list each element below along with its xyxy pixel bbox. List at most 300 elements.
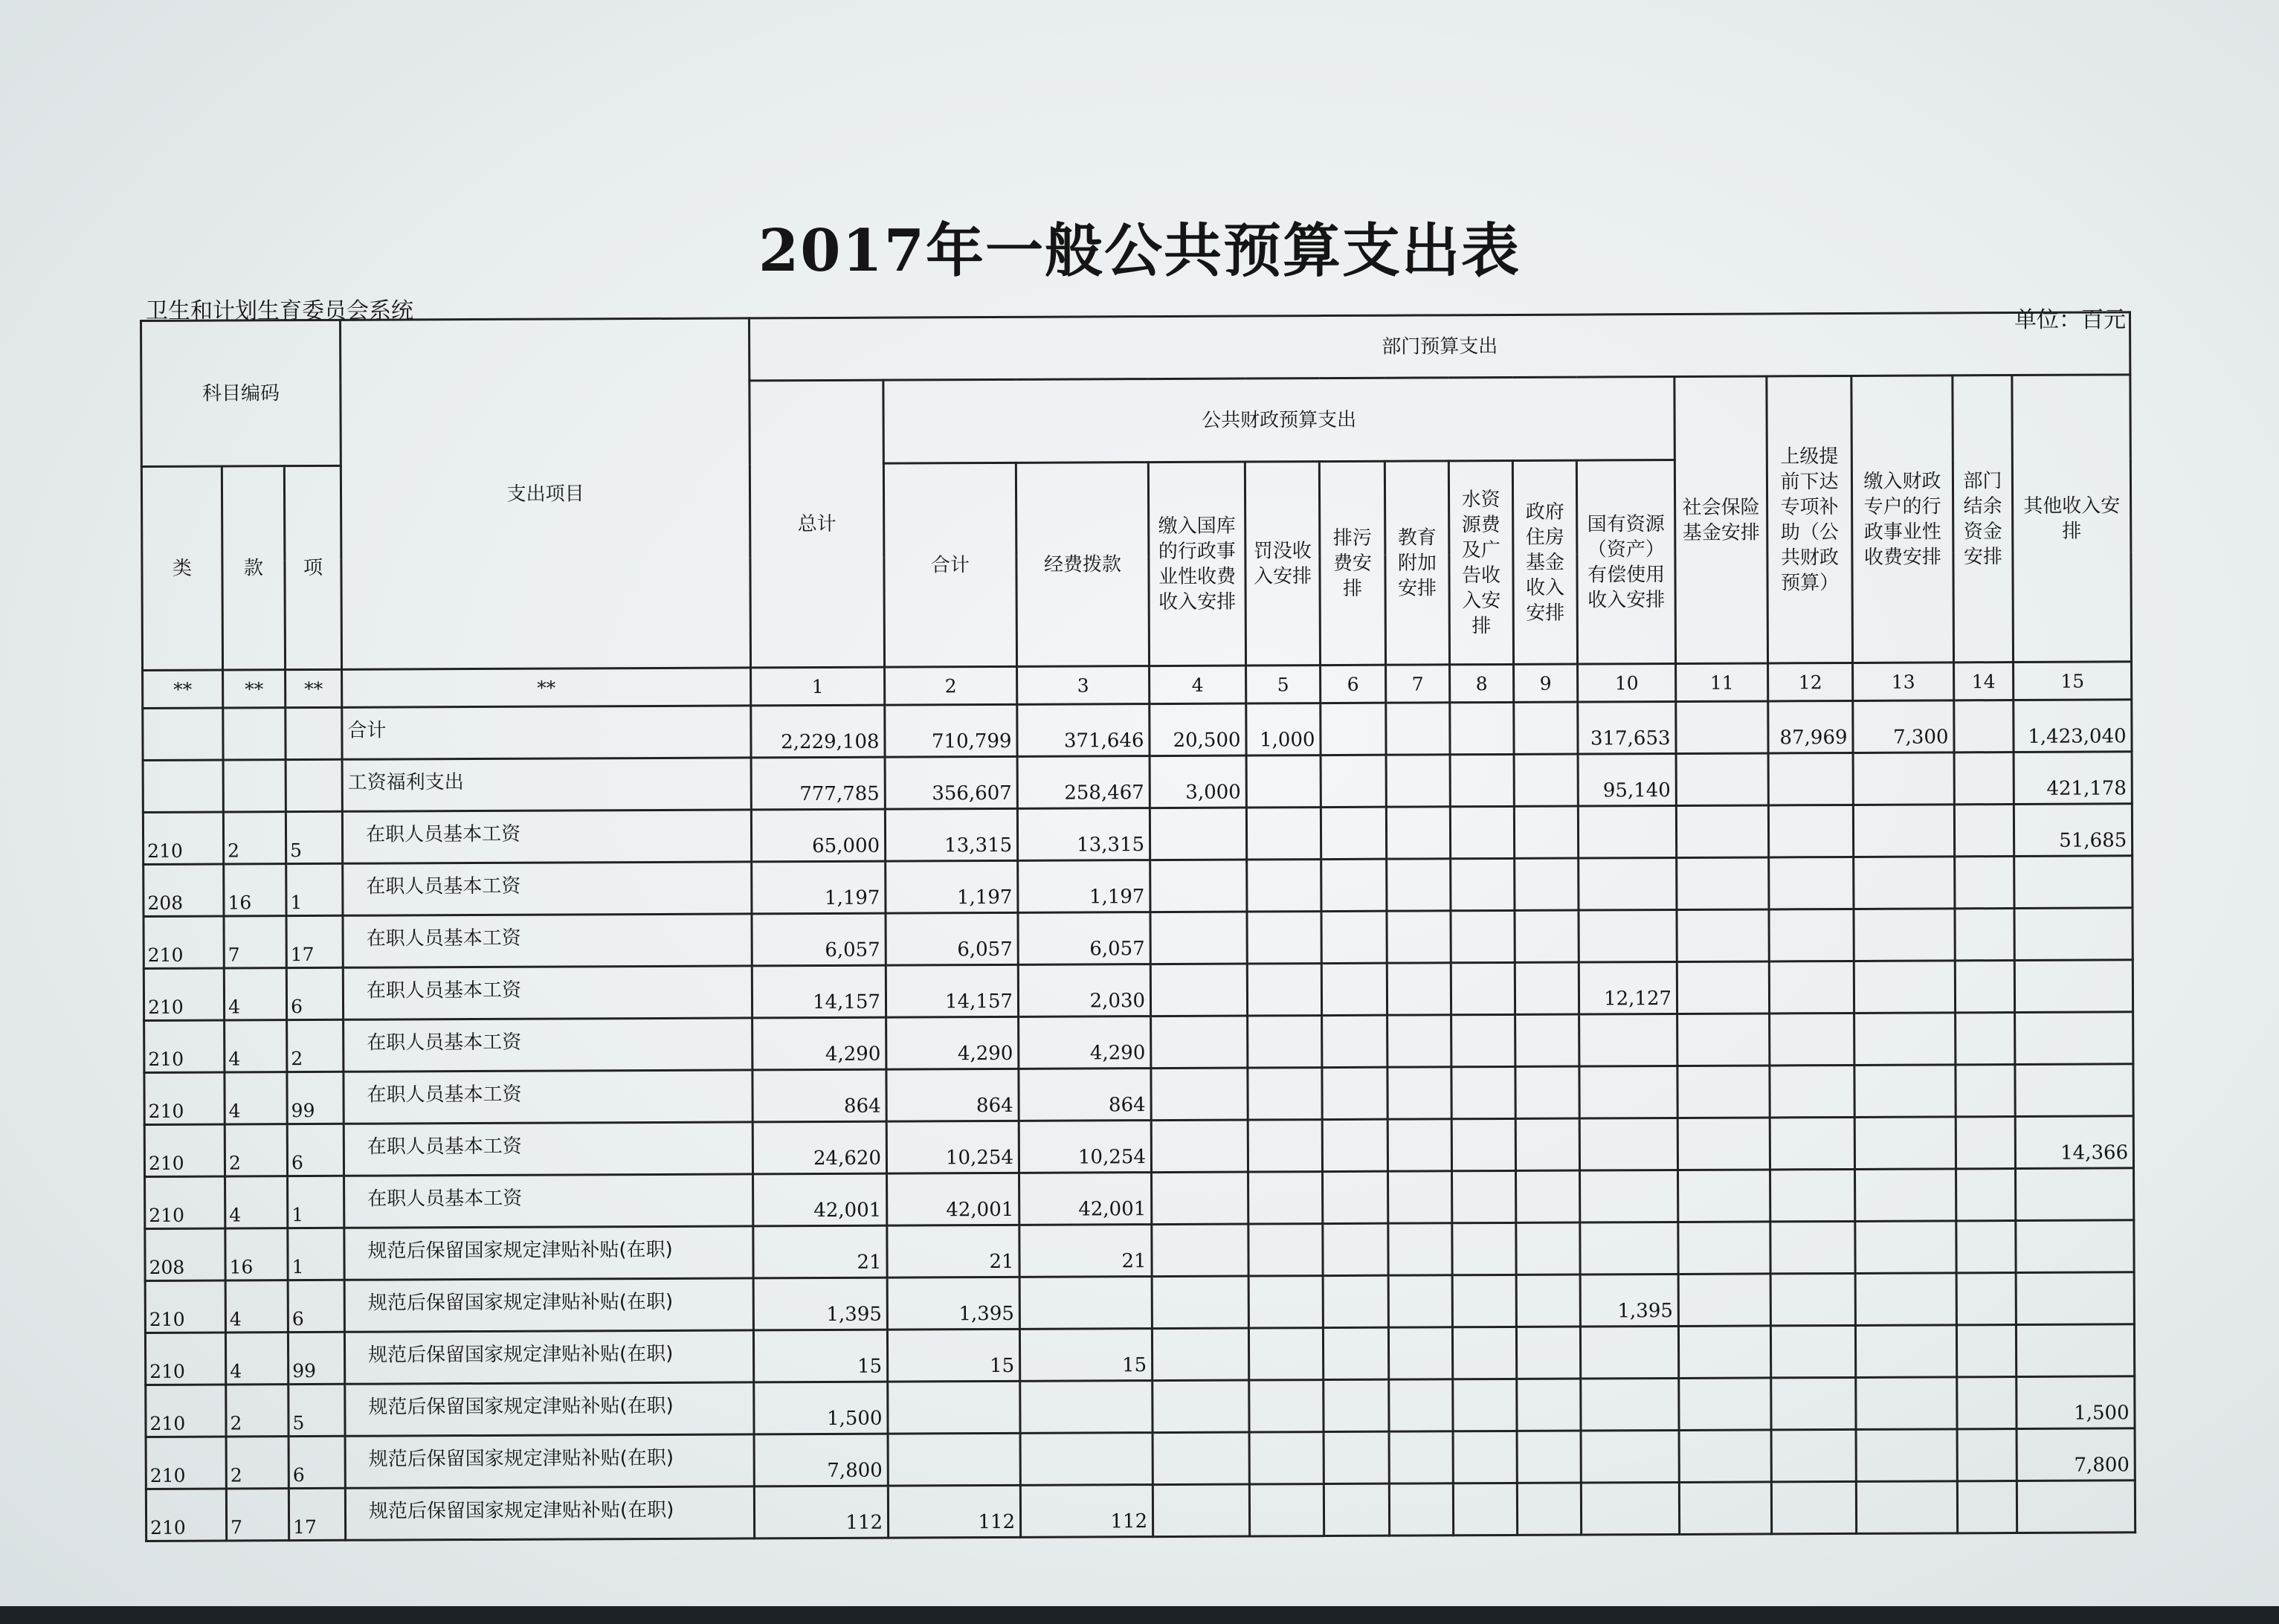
- amount-cell: [1676, 701, 1768, 754]
- amount-cell: [1770, 1273, 1855, 1325]
- amount-cell: [1855, 1325, 1956, 1378]
- amount-cell: [1517, 1379, 1581, 1431]
- amount-cell: 864: [752, 1069, 886, 1122]
- column-index-cell: 13: [1853, 663, 1954, 701]
- amount-cell: [1323, 1275, 1388, 1327]
- code-lei-cell: 210: [144, 916, 224, 968]
- expense-item-cell: 在职人员基本工资: [344, 1018, 752, 1072]
- amount-cell: [1771, 1429, 1856, 1481]
- amount-cell: [1771, 1481, 1856, 1533]
- amount-cell: 13,315: [1017, 808, 1150, 861]
- amount-cell: [1323, 1223, 1388, 1275]
- amount-cell: [1770, 1221, 1855, 1273]
- expense-item-cell: 在职人员基本工资: [343, 914, 752, 967]
- amount-cell: [1450, 754, 1514, 806]
- amount-cell: 15: [1019, 1329, 1152, 1382]
- column-index-cell: 4: [1150, 666, 1246, 704]
- expense-item-cell: 规范后保留国家规定津贴补贴(在职): [344, 1278, 753, 1332]
- amount-cell: [1677, 857, 1769, 910]
- amount-cell: 1,197: [752, 861, 886, 914]
- header-c6: 排污费安排: [1319, 461, 1385, 665]
- amount-cell: 10,254: [1019, 1121, 1151, 1173]
- amount-cell: [1515, 962, 1579, 1014]
- code-xiang-cell: 6: [286, 967, 343, 1019]
- amount-cell: [1388, 1327, 1452, 1379]
- amount-cell: [1452, 1170, 1516, 1222]
- amount-cell: 1,500: [2017, 1376, 2135, 1429]
- code-kuan-cell: 4: [224, 968, 286, 1020]
- header-c15: 其他收入安排: [2012, 375, 2132, 663]
- amount-cell: 317,653: [1578, 701, 1676, 754]
- amount-cell: [1856, 1429, 1957, 1482]
- amount-cell: [888, 1433, 1020, 1486]
- amount-cell: [1452, 1275, 1516, 1327]
- expense-item-cell: 工资福利支出: [342, 758, 751, 811]
- column-index-cell: **: [143, 670, 223, 708]
- code-xiang-cell: 1: [288, 1228, 344, 1280]
- amount-cell: [1453, 1379, 1517, 1431]
- column-index-cell: 14: [1954, 663, 2014, 700]
- amount-cell: [1322, 1119, 1387, 1171]
- expense-item-cell: 规范后保留国家规定津贴补贴(在职): [344, 1330, 753, 1384]
- amount-cell: 777,785: [751, 757, 885, 810]
- amount-cell: [1451, 962, 1515, 1014]
- amount-cell: [1387, 1119, 1451, 1171]
- amount-cell: [1150, 808, 1246, 860]
- amount-cell: [1247, 964, 1321, 1016]
- amount-cell: [1451, 1066, 1515, 1118]
- amount-cell: 1,423,040: [2014, 700, 2132, 753]
- header-c7: 教育附加安排: [1385, 461, 1449, 665]
- amount-cell: [1249, 1484, 1324, 1536]
- code-xiang-cell: 5: [286, 811, 342, 863]
- amount-cell: [1248, 1172, 1323, 1224]
- code-lei-cell: 210: [146, 1489, 226, 1541]
- amount-cell: [2014, 960, 2133, 1013]
- amount-cell: [1579, 1014, 1677, 1066]
- table-row: [144, 908, 2133, 969]
- amount-cell: [1151, 1068, 1248, 1121]
- table-row: [146, 1480, 2135, 1541]
- amount-cell: [1676, 805, 1768, 858]
- amount-cell: [1677, 1014, 1770, 1066]
- column-index-cell: 11: [1676, 663, 1768, 702]
- table-row: [144, 1064, 2133, 1125]
- code-kuan-cell: 16: [224, 864, 286, 916]
- amount-cell: [1955, 961, 2014, 1013]
- amount-cell: [1153, 1432, 1249, 1485]
- amount-cell: [1450, 806, 1514, 858]
- amount-cell: [1248, 1120, 1322, 1172]
- amount-cell: [1956, 1221, 2016, 1273]
- amount-cell: [1514, 702, 1578, 754]
- amount-cell: [1770, 1325, 1855, 1377]
- amount-cell: [1248, 1276, 1323, 1328]
- code-kuan-cell: 2: [223, 812, 286, 864]
- amount-cell: 51,685: [2014, 804, 2132, 857]
- amount-cell: 4,290: [752, 1017, 886, 1070]
- amount-cell: [1389, 1379, 1453, 1431]
- amount-cell: [2015, 1064, 2133, 1117]
- amount-cell: [1855, 1221, 1956, 1274]
- amount-cell: 15: [887, 1329, 1019, 1382]
- amount-cell: [1954, 700, 2014, 753]
- header-public-finance: 公共财政预算支出: [883, 376, 1674, 463]
- header-subject-code: 科目编码: [141, 320, 341, 466]
- code-xiang-cell: 17: [286, 915, 343, 967]
- page-title: 2017年一般公共预算支出表: [758, 217, 1521, 285]
- amount-cell: 15: [753, 1330, 887, 1382]
- amount-cell: [1451, 858, 1515, 910]
- amount-cell: [1453, 1431, 1517, 1483]
- amount-cell: [1388, 1275, 1452, 1327]
- amount-cell: 65,000: [751, 809, 885, 862]
- amount-cell: 1,395: [887, 1277, 1019, 1330]
- amount-cell: [1248, 1016, 1322, 1068]
- amount-cell: 356,607: [885, 756, 1017, 809]
- header-funding: 经费拨款: [1016, 463, 1149, 667]
- amount-cell: [1322, 1015, 1387, 1067]
- amount-cell: [2016, 1272, 2134, 1325]
- amount-cell: [1150, 912, 1247, 964]
- amount-cell: [1324, 1379, 1389, 1431]
- amount-cell: [1247, 912, 1321, 964]
- amount-cell: [1386, 703, 1450, 755]
- amount-cell: [1770, 1117, 1854, 1169]
- header-dept-budget: 部门预算支出: [750, 312, 2130, 381]
- amount-cell: [1150, 860, 1247, 912]
- code-kuan-cell: [223, 760, 286, 812]
- amount-cell: 24,620: [752, 1121, 886, 1174]
- amount-cell: [1450, 702, 1514, 754]
- amount-cell: [1853, 753, 1954, 805]
- amount-cell: 421,178: [2014, 752, 2132, 805]
- amount-cell: [1580, 1222, 1678, 1275]
- code-xiang-cell: 1: [286, 863, 343, 915]
- amount-cell: [1515, 858, 1579, 910]
- table-row: [146, 1428, 2135, 1489]
- code-lei-cell: [143, 708, 223, 760]
- amount-cell: [1249, 1380, 1324, 1432]
- amount-cell: [1516, 1222, 1580, 1275]
- amount-cell: 21: [1019, 1225, 1152, 1277]
- amount-cell: [1956, 1169, 2016, 1221]
- amount-cell: [1678, 1326, 1770, 1379]
- amount-cell: [1516, 1170, 1580, 1222]
- amount-cell: 95,140: [1578, 753, 1676, 806]
- amount-cell: 13,315: [885, 808, 1017, 861]
- amount-cell: 112: [754, 1486, 888, 1538]
- amount-cell: [1246, 755, 1321, 808]
- amount-cell: 710,799: [885, 704, 1017, 757]
- amount-cell: [1515, 910, 1579, 962]
- table-row: [146, 1376, 2135, 1437]
- amount-cell: 4,290: [1019, 1016, 1151, 1069]
- amount-cell: [1152, 1172, 1248, 1225]
- amount-cell: [1579, 1066, 1677, 1118]
- amount-cell: 1,197: [1018, 860, 1150, 913]
- amount-cell: [2014, 856, 2133, 909]
- amount-cell: [1387, 963, 1451, 1015]
- table-row: [144, 856, 2133, 917]
- column-index-cell: 9: [1514, 664, 1578, 702]
- column-index-cell: 12: [1768, 663, 1853, 700]
- code-lei-cell: 210: [143, 812, 223, 864]
- table-row: [144, 960, 2133, 1021]
- amount-cell: [1248, 1068, 1322, 1120]
- unit-label: 单位：百元: [2014, 307, 2126, 333]
- expense-item-cell: 合计: [342, 706, 751, 759]
- table-row: [144, 1116, 2133, 1177]
- amount-cell: [1246, 808, 1321, 860]
- table-row: [144, 1012, 2133, 1073]
- amount-cell: [1768, 753, 1853, 805]
- amount-cell: [1679, 1430, 1771, 1483]
- amount-cell: [1152, 1276, 1248, 1329]
- code-xiang-cell: 6: [288, 1280, 344, 1332]
- amount-cell: [1514, 754, 1578, 806]
- amount-cell: [1150, 964, 1247, 1016]
- code-kuan-cell: 4: [225, 1072, 287, 1124]
- amount-cell: [1386, 755, 1450, 807]
- table-row: [143, 804, 2132, 865]
- amount-cell: 7,800: [754, 1434, 888, 1486]
- amount-cell: [1856, 1481, 1957, 1534]
- amount-cell: [1854, 909, 1955, 961]
- amount-cell: [1679, 1482, 1771, 1535]
- code-lei-cell: 210: [144, 968, 224, 1020]
- amount-cell: [1451, 1014, 1515, 1066]
- amount-cell: [2017, 1480, 2135, 1533]
- code-xiang-cell: 5: [288, 1384, 345, 1436]
- code-xiang-cell: 1: [288, 1176, 344, 1228]
- amount-cell: [1517, 1483, 1581, 1535]
- amount-cell: [1957, 1481, 2017, 1533]
- amount-cell: [1451, 910, 1515, 962]
- amount-cell: 864: [886, 1069, 1019, 1121]
- code-kuan-cell: 4: [225, 1020, 287, 1072]
- amount-cell: [1453, 1483, 1517, 1535]
- header-kuan: 款: [222, 466, 285, 670]
- amount-cell: [1514, 806, 1578, 858]
- expense-item-cell: 规范后保留国家规定津贴补贴(在职): [345, 1382, 754, 1436]
- expense-item-cell: 规范后保留国家规定津贴补贴(在职): [345, 1486, 754, 1540]
- column-index-cell: 2: [885, 666, 1017, 705]
- amount-cell: 1,000: [1246, 703, 1321, 755]
- amount-cell: [1516, 1275, 1580, 1327]
- header-c4: 缴入国库的行政事业性收费收入安排: [1148, 462, 1245, 666]
- amount-cell: 1,500: [754, 1382, 888, 1434]
- amount-cell: 21: [753, 1225, 887, 1278]
- amount-cell: 258,467: [1017, 756, 1150, 809]
- code-lei-cell: 210: [144, 1020, 225, 1072]
- amount-cell: [1386, 807, 1450, 859]
- amount-cell: 112: [1020, 1485, 1153, 1538]
- column-index-cell: 8: [1450, 664, 1514, 702]
- amount-cell: [1956, 1117, 2015, 1169]
- code-kuan-cell: 4: [225, 1280, 288, 1333]
- column-index-cell: **: [286, 669, 342, 707]
- amount-cell: [1323, 1171, 1388, 1223]
- amount-cell: 7,300: [1853, 700, 1954, 753]
- code-xiang-cell: 6: [287, 1124, 344, 1176]
- amount-cell: 10,254: [886, 1121, 1019, 1173]
- amount-cell: 20,500: [1150, 703, 1246, 756]
- amount-cell: [1580, 1326, 1678, 1379]
- amount-cell: [1954, 753, 2014, 805]
- amount-cell: [1515, 1014, 1579, 1066]
- expense-item-cell: 在职人员基本工资: [344, 1174, 753, 1228]
- header-lei: 类: [141, 466, 222, 670]
- amount-cell: 3,000: [1150, 755, 1246, 808]
- amount-cell: [1247, 860, 1321, 912]
- amount-cell: 6,057: [752, 913, 886, 966]
- amount-cell: [1323, 1327, 1388, 1379]
- amount-cell: [1580, 1170, 1678, 1222]
- amount-cell: 1,197: [886, 860, 1018, 913]
- amount-cell: 14,157: [886, 964, 1018, 1017]
- amount-cell: [1679, 1378, 1771, 1431]
- amount-cell: [1855, 1169, 1956, 1222]
- column-index-cell: 15: [2014, 662, 2132, 700]
- amount-cell: [2016, 1168, 2134, 1221]
- amount-cell: 1,395: [1580, 1274, 1678, 1327]
- header-c11: 社会保险基金安排: [1674, 376, 1768, 664]
- code-lei-cell: 210: [146, 1385, 226, 1437]
- amount-cell: [1020, 1433, 1153, 1486]
- header-c10: 国有资源（资产）有偿使用收入安排: [1576, 460, 1675, 664]
- amount-cell: [1770, 1169, 1855, 1221]
- amount-cell: [1321, 807, 1386, 859]
- amount-cell: [1957, 1377, 2017, 1429]
- table-row: [145, 1324, 2134, 1385]
- amount-cell: [1388, 1171, 1452, 1223]
- amount-cell: [1581, 1482, 1679, 1535]
- amount-cell: [1855, 1273, 1956, 1326]
- amount-cell: [1324, 1431, 1389, 1483]
- amount-cell: [1954, 805, 2014, 857]
- amount-cell: [1152, 1224, 1248, 1277]
- amount-cell: [1768, 805, 1853, 857]
- amount-cell: [1956, 1065, 2015, 1117]
- amount-cell: [1248, 1328, 1323, 1380]
- code-kuan-cell: 4: [225, 1333, 288, 1385]
- amount-cell: [1956, 1325, 2016, 1377]
- amount-cell: 2,229,108: [751, 705, 885, 758]
- amount-cell: [1854, 1013, 1956, 1066]
- code-lei-cell: 210: [146, 1437, 226, 1489]
- code-xiang-cell: 99: [287, 1072, 344, 1124]
- amount-cell: [1517, 1431, 1581, 1483]
- amount-cell: [1515, 1066, 1579, 1118]
- amount-cell: [1956, 1273, 2016, 1325]
- amount-cell: [1957, 1429, 2017, 1481]
- code-xiang-cell: 17: [288, 1488, 345, 1540]
- code-lei-cell: 210: [144, 1124, 225, 1176]
- amount-cell: 1,395: [753, 1277, 887, 1330]
- amount-cell: [1854, 1117, 1956, 1170]
- amount-cell: [1152, 1328, 1248, 1381]
- amount-cell: 87,969: [1768, 700, 1853, 753]
- amount-cell: [1678, 1274, 1770, 1327]
- amount-cell: [1769, 857, 1854, 909]
- amount-cell: [1324, 1483, 1389, 1536]
- code-xiang-cell: [286, 707, 342, 759]
- amount-cell: [1676, 753, 1768, 806]
- header-c14: 部门结余资金安排: [1953, 376, 2014, 663]
- amount-cell: [1452, 1222, 1516, 1275]
- expense-item-cell: 规范后保留国家规定津贴补贴(在职): [345, 1434, 754, 1488]
- code-lei-cell: 208: [145, 1228, 225, 1280]
- amount-cell: 21: [887, 1225, 1019, 1277]
- amount-cell: 4,290: [886, 1016, 1019, 1069]
- amount-cell: [1578, 805, 1676, 858]
- amount-cell: [1389, 1431, 1453, 1483]
- amount-cell: [1579, 1118, 1677, 1170]
- amount-cell: [1249, 1432, 1324, 1484]
- amount-cell: [888, 1381, 1020, 1434]
- amount-cell: 42,001: [1019, 1173, 1152, 1225]
- code-lei-cell: 210: [145, 1176, 225, 1228]
- amount-cell: [1321, 859, 1387, 911]
- amount-cell: 14,366: [2015, 1116, 2133, 1169]
- amount-cell: [1771, 1377, 1856, 1429]
- table-row: [143, 752, 2132, 813]
- amount-cell: [1853, 805, 1954, 857]
- amount-cell: [1955, 909, 2014, 961]
- column-index-cell: 6: [1321, 665, 1386, 703]
- amount-cell: [1854, 1065, 1956, 1118]
- code-kuan-cell: 16: [225, 1228, 288, 1280]
- amount-cell: [1677, 961, 1769, 1014]
- column-index-cell: **: [342, 668, 751, 707]
- amount-cell: 371,646: [1017, 704, 1150, 757]
- amount-cell: [1678, 1222, 1770, 1275]
- amount-cell: [1248, 1224, 1323, 1276]
- expense-item-cell: 在职人员基本工资: [343, 862, 752, 915]
- expense-item-cell: 在职人员基本工资: [344, 1070, 752, 1124]
- column-index-cell: 1: [751, 667, 885, 706]
- code-lei-cell: 210: [145, 1280, 225, 1333]
- column-index-cell: 5: [1246, 666, 1321, 703]
- amount-cell: 42,001: [753, 1173, 887, 1226]
- amount-cell: [1770, 1065, 1854, 1117]
- code-kuan-cell: 7: [226, 1489, 288, 1541]
- column-index-cell: 7: [1386, 665, 1450, 703]
- amount-cell: [1387, 859, 1451, 911]
- amount-cell: [1321, 755, 1386, 807]
- amount-cell: [1956, 1013, 2015, 1065]
- amount-cell: 42,001: [887, 1173, 1019, 1225]
- amount-cell: [1955, 857, 2014, 909]
- code-kuan-cell: 7: [224, 916, 286, 968]
- amount-cell: 7,800: [2017, 1428, 2135, 1481]
- amount-cell: [1019, 1277, 1152, 1330]
- column-index-cell: 3: [1017, 666, 1150, 705]
- code-kuan-cell: 4: [225, 1176, 288, 1228]
- amount-cell: [1677, 1118, 1770, 1170]
- amount-cell: [1769, 909, 1854, 961]
- code-xiang-cell: 2: [287, 1019, 344, 1072]
- amount-cell: [1388, 1223, 1452, 1275]
- header-c13: 缴入财政专户的行政事业性收费安排: [1851, 376, 1954, 663]
- amount-cell: [1678, 1170, 1770, 1222]
- amount-cell: [2016, 1324, 2134, 1377]
- amount-cell: [1321, 703, 1386, 755]
- amount-cell: [1387, 911, 1451, 963]
- header-total: 总计: [750, 380, 885, 668]
- expense-item-cell: 在职人员基本工资: [343, 966, 752, 1019]
